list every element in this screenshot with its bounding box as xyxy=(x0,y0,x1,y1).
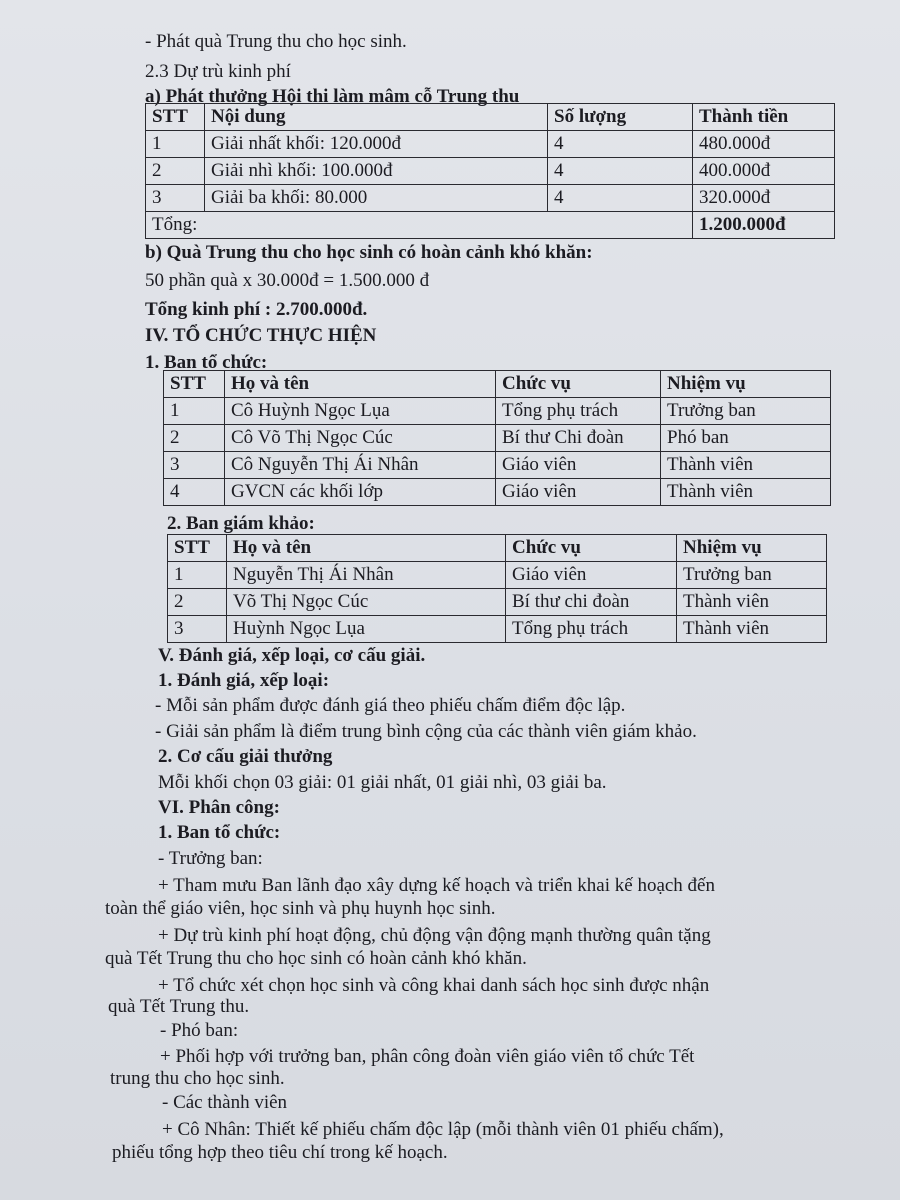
table-cell: Cô Võ Thị Ngọc Cúc xyxy=(225,425,496,452)
table-cell: GVCN các khối lớp xyxy=(225,479,496,506)
section5-p1: - Mỗi sản phẩm được đánh giá theo phiếu chấm điểm độc lập. xyxy=(155,695,626,716)
table-row xyxy=(164,479,831,506)
total-value: 1.200.000đ xyxy=(693,212,835,239)
table-cell: Giải ba khối: 80.000 xyxy=(205,185,548,212)
duty-line: + Phối hợp với trưởng ban, phân công đoàn viên giáo viên tổ chức Tết xyxy=(160,1046,695,1067)
jury-heading: 2. Ban giám khảo: xyxy=(167,513,315,534)
duty-line: toàn thể giáo viên, học sinh và phụ huynh học sinh. xyxy=(105,898,496,919)
org-table xyxy=(163,370,831,506)
section5-p3: Mỗi khối chọn 03 giải: 01 giải nhất, 01 giải nhì, 03 giải ba. xyxy=(158,772,607,793)
table-cell: 1 xyxy=(164,398,225,425)
duty-line: phiếu tổng hợp theo tiêu chí trong kế hoạch. xyxy=(112,1142,448,1163)
table-cell: Võ Thị Ngọc Cúc xyxy=(227,589,506,616)
table-cell: Giáo viên xyxy=(496,452,661,479)
table-row xyxy=(164,425,831,452)
duty-line: quà Tết Trung thu cho học sinh có hoàn cảnh khó khăn. xyxy=(105,948,527,969)
section5-p2: - Giải sản phẩm là điểm trung bình cộng của các thành viên giám khảo. xyxy=(155,721,697,742)
table-cell: 320.000đ xyxy=(693,185,835,212)
table-cell: Tổng phụ trách xyxy=(506,616,677,643)
col-header: Nhiệm vụ xyxy=(661,371,831,398)
table-cell: Thành viên xyxy=(661,479,831,506)
table-cell: 3 xyxy=(168,616,227,643)
section5-sub2: 2. Cơ cấu giải thưởng xyxy=(158,746,333,767)
col-header: Chức vụ xyxy=(506,535,677,562)
col-header: Nội dung xyxy=(205,104,548,131)
org-heading: 1. Ban tổ chức: xyxy=(145,352,268,373)
table-cell: Bí thư chi đoàn xyxy=(506,589,677,616)
section6-title: VI. Phân công: xyxy=(158,797,280,818)
table-cell: Nguyễn Thị Ái Nhân xyxy=(227,562,506,589)
table-cell: Thành viên xyxy=(661,452,831,479)
table-cell: Giáo viên xyxy=(496,479,661,506)
line-phat-qua: - Phát quà Trung thu cho học sinh. xyxy=(145,31,407,52)
heading-du-tru: 2.3 Dự trù kinh phí xyxy=(145,61,291,82)
table-cell: Huỳnh Ngọc Lụa xyxy=(227,616,506,643)
table-cell: 1 xyxy=(146,131,205,158)
table-cell: 3 xyxy=(164,452,225,479)
col-header: Nhiệm vụ xyxy=(677,535,827,562)
table-row xyxy=(146,185,835,212)
jury-table xyxy=(167,534,827,643)
table-cell: 2 xyxy=(168,589,227,616)
table-cell: 2 xyxy=(146,158,205,185)
role-pho-ban: - Phó ban: xyxy=(160,1020,239,1041)
table-cell: Phó ban xyxy=(661,425,831,452)
table-total-row xyxy=(146,212,835,239)
role-thanh-vien: - Các thành viên xyxy=(162,1092,288,1113)
col-header: Họ và tên xyxy=(225,371,496,398)
table-row xyxy=(146,158,835,185)
table-header-row xyxy=(164,371,831,398)
table-cell: 4 xyxy=(548,158,693,185)
duty-line: + Dự trù kinh phí hoạt động, chủ động vận động mạnh thường quân tặng xyxy=(158,925,711,946)
role-truong-ban: - Trưởng ban: xyxy=(158,848,263,869)
table-cell: Trưởng ban xyxy=(677,562,827,589)
table-cell: 1 xyxy=(168,562,227,589)
table-row xyxy=(168,562,827,589)
duty-line: quà Tết Trung thu. xyxy=(108,996,250,1017)
section5-sub1: 1. Đánh giá, xếp loại: xyxy=(158,670,330,691)
section5-title: V. Đánh giá, xếp loại, cơ cấu giải. xyxy=(158,645,426,666)
table-cell: Giải nhì khối: 100.000đ xyxy=(205,158,548,185)
table-cell: 4 xyxy=(548,131,693,158)
table-cell: 2 xyxy=(164,425,225,452)
duty-line: trung thu cho học sinh. xyxy=(110,1068,285,1089)
table-cell: 400.000đ xyxy=(693,158,835,185)
table-row xyxy=(168,589,827,616)
col-header: Họ và tên xyxy=(227,535,506,562)
table-cell: 4 xyxy=(548,185,693,212)
table-cell: 480.000đ xyxy=(693,131,835,158)
duty-line: + Tham mưu Ban lãnh đạo xây dựng kế hoạch và triển khai kế hoạch đến xyxy=(158,875,715,896)
col-header: Số lượng xyxy=(548,104,693,131)
table-row xyxy=(168,616,827,643)
table-header-row xyxy=(168,535,827,562)
prize-table xyxy=(145,103,835,239)
col-header: STT xyxy=(146,104,205,131)
table-cell: Trưởng ban xyxy=(661,398,831,425)
heading-a: a) Phát thưởng Hội thi làm mâm cỗ Trung thu xyxy=(145,86,520,107)
heading-b: b) Quà Trung thu cho học sinh có hoàn cảnh khó khăn: xyxy=(145,242,593,263)
col-header: Thành tiền xyxy=(693,104,835,131)
calc-line: 50 phần quà x 30.000đ = 1.500.000 đ xyxy=(145,270,430,291)
duty-line: + Tổ chức xét chọn học sinh và công khai danh sách học sinh được nhận xyxy=(158,975,710,996)
total-budget: Tổng kinh phí : 2.700.000đ. xyxy=(145,299,368,320)
table-cell: Tổng phụ trách xyxy=(496,398,661,425)
col-header: STT xyxy=(164,371,225,398)
table-row xyxy=(164,398,831,425)
table-row xyxy=(164,452,831,479)
table-cell: Thành viên xyxy=(677,589,827,616)
table-cell: Bí thư Chi đoàn xyxy=(496,425,661,452)
total-label: Tổng: xyxy=(146,212,693,239)
duty-line: + Cô Nhân: Thiết kế phiếu chấm độc lập (mỗi thành viên 01 phiếu chấm), xyxy=(162,1119,724,1140)
table-cell: 3 xyxy=(146,185,205,212)
table-row xyxy=(146,131,835,158)
table-cell: Cô Huỳnh Ngọc Lụa xyxy=(225,398,496,425)
col-header: STT xyxy=(168,535,227,562)
section6-sub1: 1. Ban tổ chức: xyxy=(158,822,281,843)
table-cell: 4 xyxy=(164,479,225,506)
table-header-row xyxy=(146,104,835,131)
table-cell: Cô Nguyễn Thị Ái Nhân xyxy=(225,452,496,479)
table-cell: Thành viên xyxy=(677,616,827,643)
table-cell: Giáo viên xyxy=(506,562,677,589)
section4-title: IV. TỔ CHỨC THỰC HIỆN xyxy=(145,325,377,346)
col-header: Chức vụ xyxy=(496,371,661,398)
table-cell: Giải nhất khối: 120.000đ xyxy=(205,131,548,158)
